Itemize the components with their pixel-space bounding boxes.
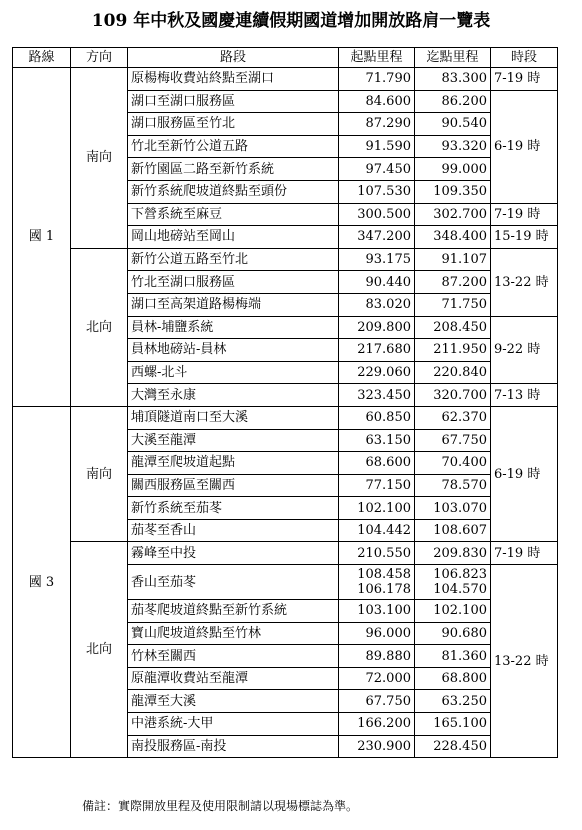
start-km-cell: 230.900 — [339, 735, 415, 758]
time-cell: 6-19 時 — [491, 90, 558, 203]
time-cell: 13-22 時 — [491, 248, 558, 316]
header-time: 時段 — [491, 48, 558, 68]
time-cell: 7-19 時 — [491, 203, 558, 226]
section-cell: 竹林至關西 — [128, 645, 339, 668]
start-km-cell: 87.290 — [339, 113, 415, 136]
section-cell: 新竹公道五路至竹北 — [128, 248, 339, 271]
end-km-cell: 90.540 — [415, 113, 491, 136]
direction-cell: 北向 — [71, 542, 128, 758]
section-cell: 新竹園區二路至新竹系統 — [128, 158, 339, 181]
start-km-cell: 107.530 — [339, 180, 415, 203]
start-km-cell: 166.200 — [339, 713, 415, 736]
start-km-cell: 323.450 — [339, 384, 415, 407]
table-header-row — [13, 48, 558, 68]
footnote: 備註：實際開放里程及使用限制請以現場標誌為準。 — [82, 799, 359, 813]
end-km-cell: 87.200 — [415, 271, 491, 294]
table-row — [13, 406, 558, 429]
section-cell: 大溪至龍潭 — [128, 429, 339, 452]
end-km-cell: 68.800 — [415, 667, 491, 690]
section-cell: 原龍潭收費站至龍潭 — [128, 667, 339, 690]
end-km-cell: 211.950 — [415, 339, 491, 362]
end-km-cell: 103.070 — [415, 497, 491, 520]
direction-cell: 南向 — [71, 68, 128, 249]
section-cell: 湖口服務區至竹北 — [128, 113, 339, 136]
time-cell: 7-19 時 — [491, 68, 558, 91]
end-km-cell: 93.320 — [415, 135, 491, 158]
start-km-cell: 97.450 — [339, 158, 415, 181]
section-cell: 竹北至湖口服務區 — [128, 271, 339, 294]
route-cell: 國 1 — [13, 68, 71, 407]
section-cell: 下營系統至麻豆 — [128, 203, 339, 226]
start-km-cell: 72.000 — [339, 667, 415, 690]
start-km-cell: 210.550 — [339, 542, 415, 565]
end-km-cell: 83.300 — [415, 68, 491, 91]
section-cell: 南投服務區-南投 — [128, 735, 339, 758]
section-cell: 埔頂隧道南口至大溪 — [128, 406, 339, 429]
section-cell: 大灣至永康 — [128, 384, 339, 407]
direction-cell: 北向 — [71, 248, 128, 406]
time-cell: 7-19 時 — [491, 542, 558, 565]
start-km-cell: 63.150 — [339, 429, 415, 452]
end-km-cell: 86.200 — [415, 90, 491, 113]
start-km-cell: 77.150 — [339, 474, 415, 497]
section-cell: 員林-埔鹽系統 — [128, 316, 339, 339]
start-km-cell: 67.750 — [339, 690, 415, 713]
start-km-cell: 89.880 — [339, 645, 415, 668]
table-row — [13, 542, 558, 565]
end-km-cell: 81.360 — [415, 645, 491, 668]
end-km-cell: 348.400 — [415, 226, 491, 249]
start-km-cell: 68.600 — [339, 452, 415, 475]
time-cell: 9-22 時 — [491, 316, 558, 384]
header-direction: 方向 — [71, 48, 128, 68]
start-km-cell: 83.020 — [339, 293, 415, 316]
start-km-cell: 300.500 — [339, 203, 415, 226]
route-cell: 國 3 — [13, 406, 71, 757]
end-km-cell: 78.570 — [415, 474, 491, 497]
end-km-cell: 165.100 — [415, 713, 491, 736]
section-cell: 員林地磅站-員林 — [128, 339, 339, 362]
section-cell: 關西服務區至關西 — [128, 474, 339, 497]
header-end-km: 迄點里程 — [415, 48, 491, 68]
section-cell: 原楊梅收費站終點至湖口 — [128, 68, 339, 91]
start-km-cell — [339, 565, 415, 600]
start-km-cell: 91.590 — [339, 135, 415, 158]
end-km-cell: 62.370 — [415, 406, 491, 429]
section-cell: 茄苳爬坡道終點至新竹系統 — [128, 600, 339, 623]
section-cell: 新竹系統至茄苳 — [128, 497, 339, 520]
end-km-value: 106.823 — [433, 567, 487, 583]
start-km-cell: 103.100 — [339, 600, 415, 623]
start-km-cell: 90.440 — [339, 271, 415, 294]
section-cell: 岡山地磅站至岡山 — [128, 226, 339, 249]
time-cell: 13-22 時 — [491, 565, 558, 758]
shoulder-opening-table — [12, 47, 558, 758]
end-km-cell: 208.450 — [415, 316, 491, 339]
header-route: 路線 — [13, 48, 71, 68]
header-section: 路段 — [128, 48, 339, 68]
direction-cell: 南向 — [71, 406, 128, 542]
end-km-value: 104.570 — [433, 582, 487, 598]
start-km-cell: 71.790 — [339, 68, 415, 91]
time-cell: 15-19 時 — [491, 226, 558, 249]
section-cell: 西螺-北斗 — [128, 361, 339, 384]
end-km-cell: 108.607 — [415, 519, 491, 542]
end-km-cell: 102.100 — [415, 600, 491, 623]
page-title: 109 年中秋及國慶連續假期國道增加開放路肩一覽表 — [91, 11, 491, 31]
end-km-cell: 220.840 — [415, 361, 491, 384]
end-km-cell: 320.700 — [415, 384, 491, 407]
start-km-cell: 104.442 — [339, 519, 415, 542]
section-cell: 香山至茄苳 — [128, 565, 339, 600]
end-km-cell — [415, 565, 491, 600]
section-cell: 霧峰至中投 — [128, 542, 339, 565]
end-km-cell: 109.350 — [415, 180, 491, 203]
start-km-cell: 347.200 — [339, 226, 415, 249]
end-km-cell: 90.680 — [415, 622, 491, 645]
section-cell: 龍潭至爬坡道起點 — [128, 452, 339, 475]
end-km-cell: 99.000 — [415, 158, 491, 181]
table-row — [13, 248, 558, 271]
start-km-cell: 229.060 — [339, 361, 415, 384]
header-start-km: 起點里程 — [339, 48, 415, 68]
section-cell: 寶山爬坡道終點至竹林 — [128, 622, 339, 645]
end-km-cell: 63.250 — [415, 690, 491, 713]
table-row — [13, 68, 558, 91]
end-km-cell: 91.107 — [415, 248, 491, 271]
section-cell: 龍潭至大溪 — [128, 690, 339, 713]
start-km-cell: 96.000 — [339, 622, 415, 645]
start-km-cell: 84.600 — [339, 90, 415, 113]
section-cell: 中港系統-大甲 — [128, 713, 339, 736]
section-cell: 竹北至新竹公道五路 — [128, 135, 339, 158]
end-km-cell: 70.400 — [415, 452, 491, 475]
start-km-cell: 209.800 — [339, 316, 415, 339]
start-km-cell: 102.100 — [339, 497, 415, 520]
section-cell: 湖口至湖口服務區 — [128, 90, 339, 113]
time-cell: 7-13 時 — [491, 384, 558, 407]
end-km-cell: 302.700 — [415, 203, 491, 226]
start-km-value: 106.178 — [357, 582, 411, 598]
end-km-cell: 67.750 — [415, 429, 491, 452]
end-km-cell: 209.830 — [415, 542, 491, 565]
time-cell: 6-19 時 — [491, 406, 558, 542]
start-km-cell: 93.175 — [339, 248, 415, 271]
start-km-value: 108.458 — [357, 567, 411, 583]
section-cell: 湖口至高架道路楊梅端 — [128, 293, 339, 316]
start-km-cell: 60.850 — [339, 406, 415, 429]
section-cell: 茄苳至香山 — [128, 519, 339, 542]
start-km-cell: 217.680 — [339, 339, 415, 362]
section-cell: 新竹系統爬坡道終點至頭份 — [128, 180, 339, 203]
end-km-cell: 228.450 — [415, 735, 491, 758]
end-km-cell: 71.750 — [415, 293, 491, 316]
